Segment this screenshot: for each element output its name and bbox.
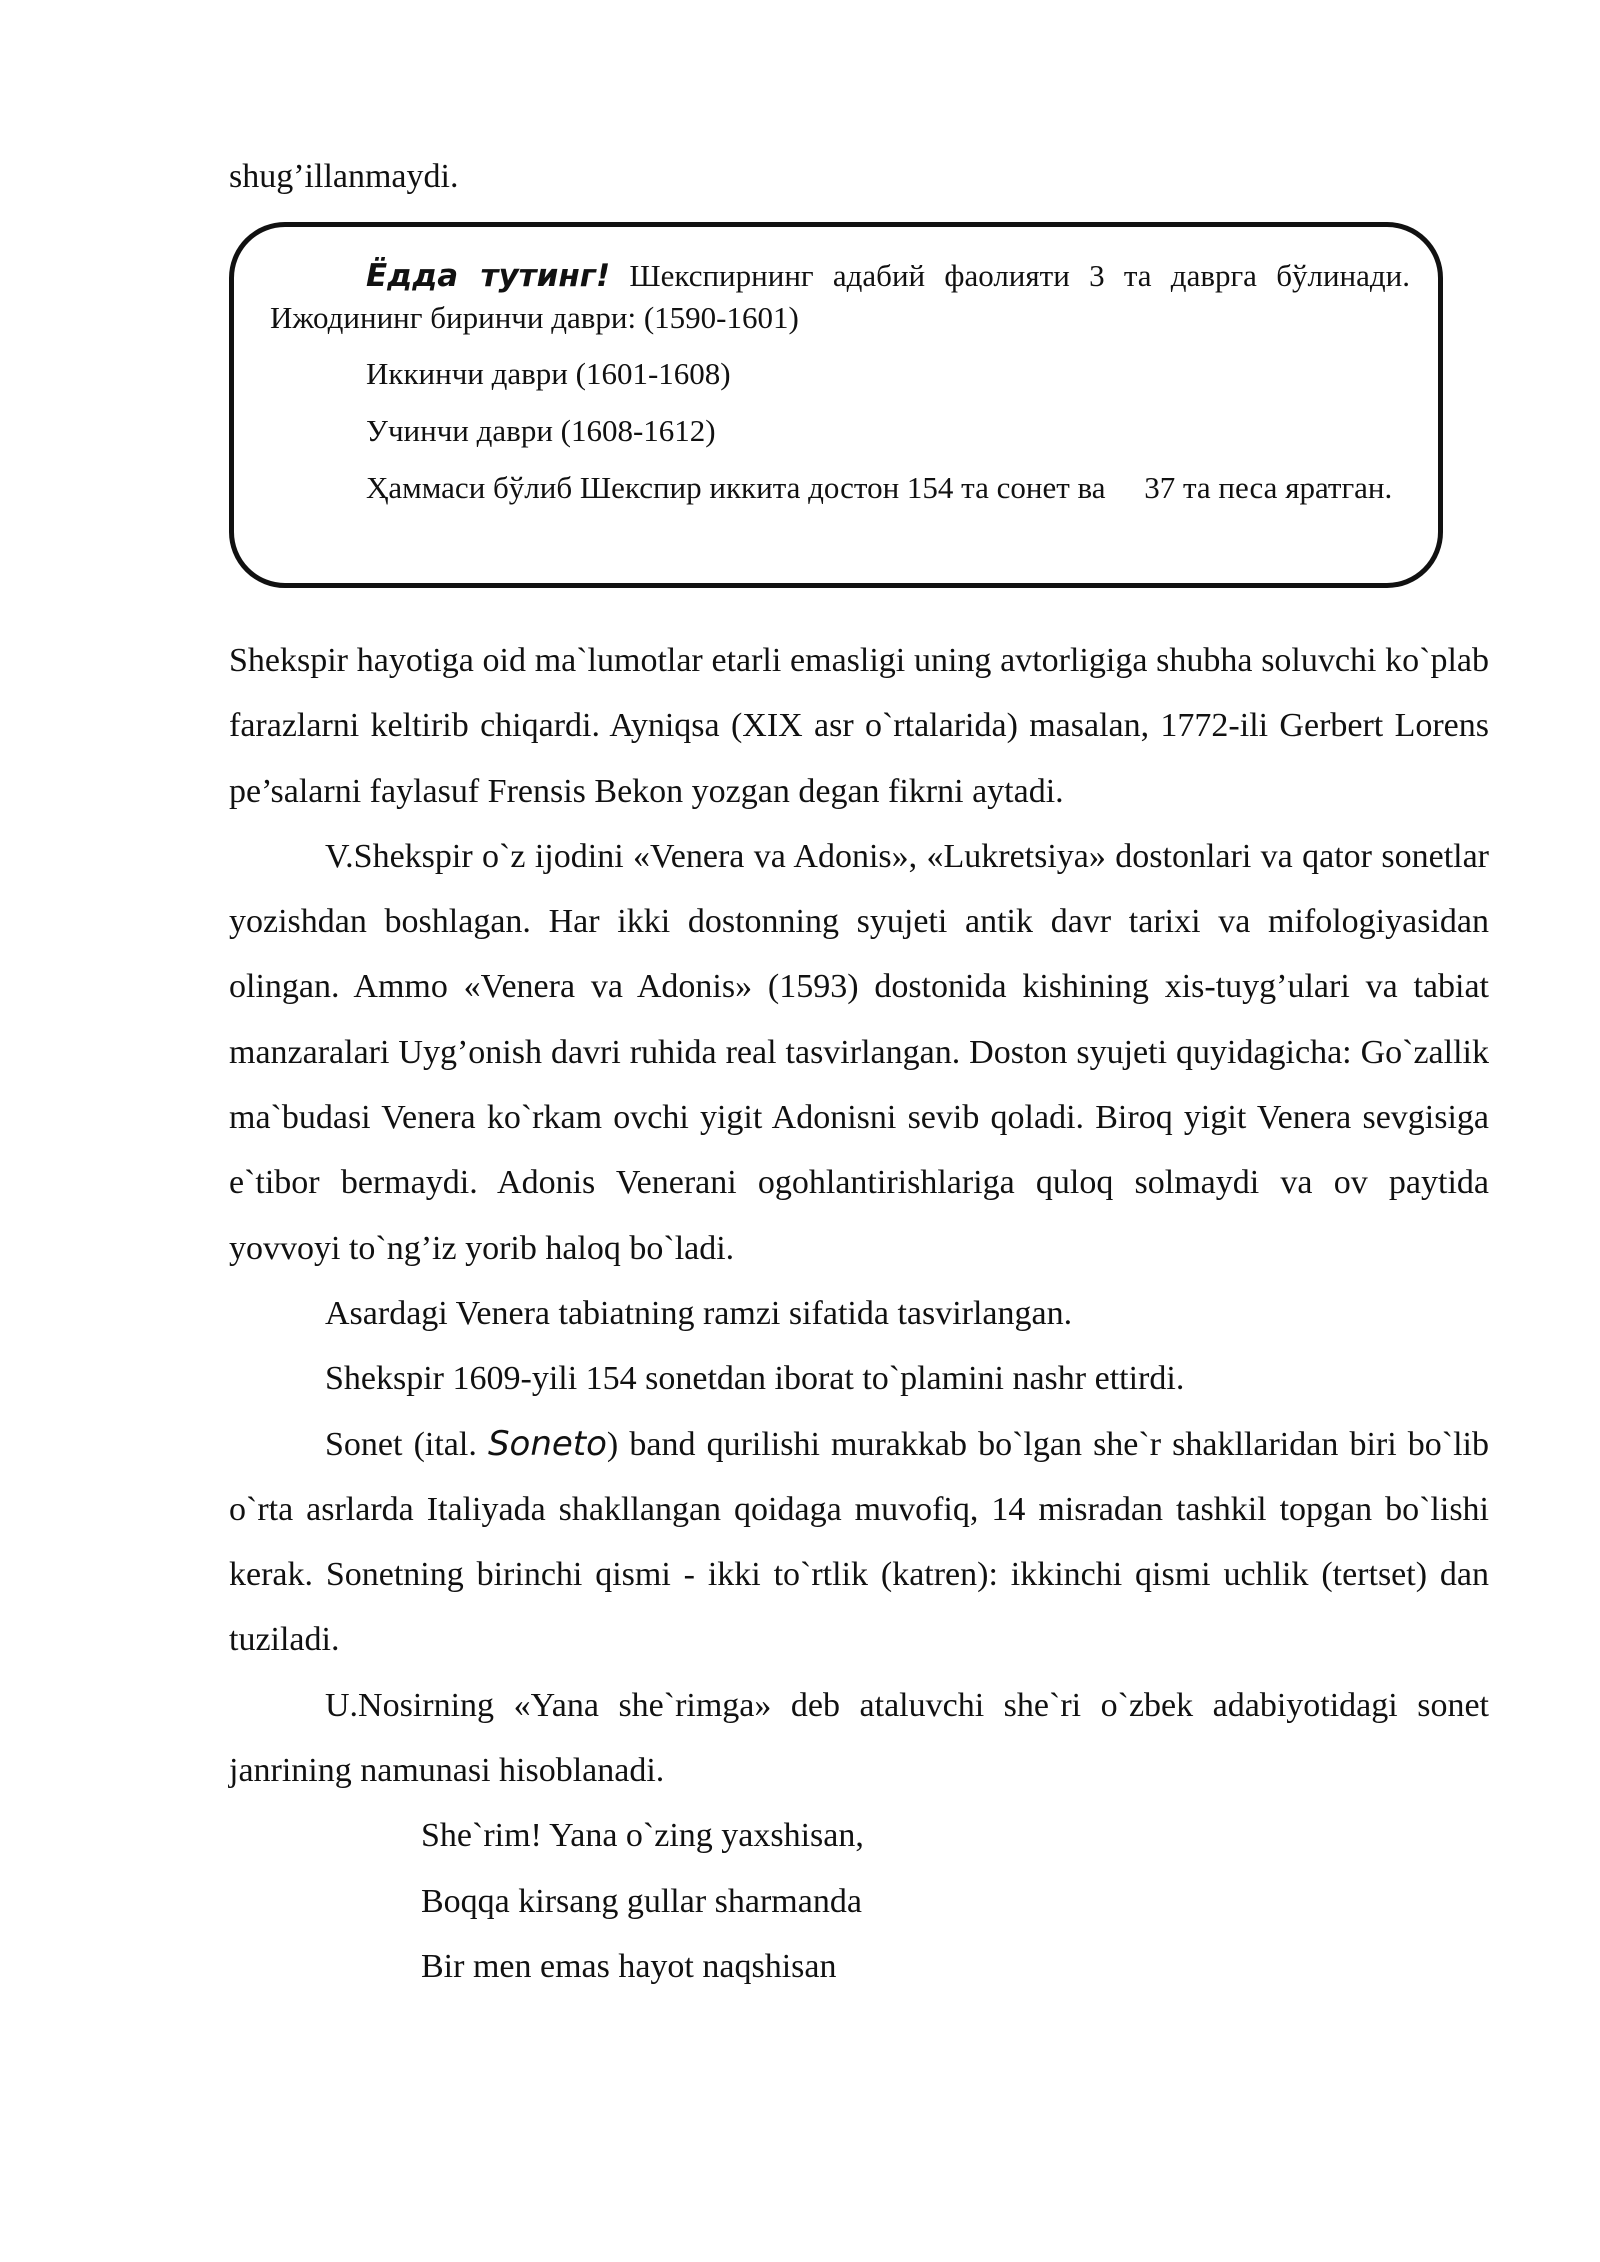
- reminder-heading: Ёдда тутинг!: [366, 258, 611, 294]
- poem-line: Boqqa kirsang gullar sharmanda: [421, 1882, 862, 1920]
- sonnet-term: Soneto: [487, 1423, 607, 1464]
- paragraph-sonnets-1609: Shekspir 1609-yili 154 sonetdan iborat to`plamini nashr ettirdi.: [325, 1360, 1185, 1398]
- reminder-line-4: Ҳаммаси бўлиб Шекспир иккита достон 154 та сонет ва 37 та песа яратган.: [366, 470, 1393, 505]
- paragraph-venus-adonis: V.Shekspir o`z ijodini «Venera va Adonis», «Lukretsiya» dostonlari va qator sonetlar yozishdan boshlagan. Har ikki dostonning syujeti antik davr tarixi va mifologiyasidan olingan. Ammo «Venera va Adonis» (1593) dostonida kishining xis-tuyg’ulari va tabiat manzaralari Uyg’onish davri ruhida real tasvirlangan. Doston syujeti quyidagicha: Go`zallik ma`budasi Venera ko`rkam ovchi yigit Adonisni sevib qoladi. Biroq yigit Venera sevgisiga e`tibor bermaydi. Adonis Venerani ogohlantirishlariga quloq solmaydi va ov paytida yovvoyi to`ng’iz yorib haloq bo`ladi.: [229, 837, 1489, 1267]
- paragraph-authorship: Shekspir hayotiga oid ma`lumotlar etarli emasligi uning avtorligiga shubha soluvchi ko`plab farazlarni keltirib chiqardi. Ayniqsa (XIX asr o`rtalarida) masalan, 1772-ili Gerbert Lorens pe’salarni faylasuf Frensis Bekon yozgan degan fikrni aytadi.: [229, 642, 1489, 810]
- reminder-line-2: Иккинчи даври (1601-1608): [366, 356, 731, 391]
- paragraph-sonnet-definition: [229, 1412, 1489, 1673]
- poem-line: She`rim! Yana o`zing yaxshisan,: [421, 1817, 864, 1855]
- paragraph-venus-symbol: Asardagi Venera tabiatning ramzi sifatida tasvirlangan.: [325, 1294, 1073, 1332]
- reminder-box: [229, 222, 1443, 588]
- reminder-periods-intro: Шекспирнинг адабий фаолияти 3 та даврга бўлинади. Ижодининг биринчи даври: (1590-1601): [270, 258, 1410, 335]
- reminder-line-1: [270, 255, 1410, 339]
- sonnet-def-rest: ) band qurilishi murakkab bo`lgan she`r shakllaridan biri bo`lib o`rta asrlarda Italiyada shakllangan qoidaga muvofiq, 14 misradan tashkil topgan bo`lishi kerak. Sonetning birinchi qismi - ikki to`rtlik (katren): ikkinchi qismi uchlik (tertset) dan tuziladi.: [229, 1425, 1489, 1659]
- main-text: [229, 628, 1489, 1999]
- paragraph-nosir-example: U.Nosirning «Yana she`rimga» deb ataluvchi she`ri o`zbek adabiyotidagi sonet janrining namunasi hisoblanadi.: [229, 1686, 1489, 1790]
- continued-text-line: shug’illanmaydi.: [229, 158, 459, 195]
- reminder-line-3: Учинчи даври (1608-1612): [366, 413, 716, 448]
- poem-line: Bir men emas hayot naqshisan: [421, 1947, 837, 1985]
- sonnet-def-start: Sonet (ital.: [325, 1425, 488, 1463]
